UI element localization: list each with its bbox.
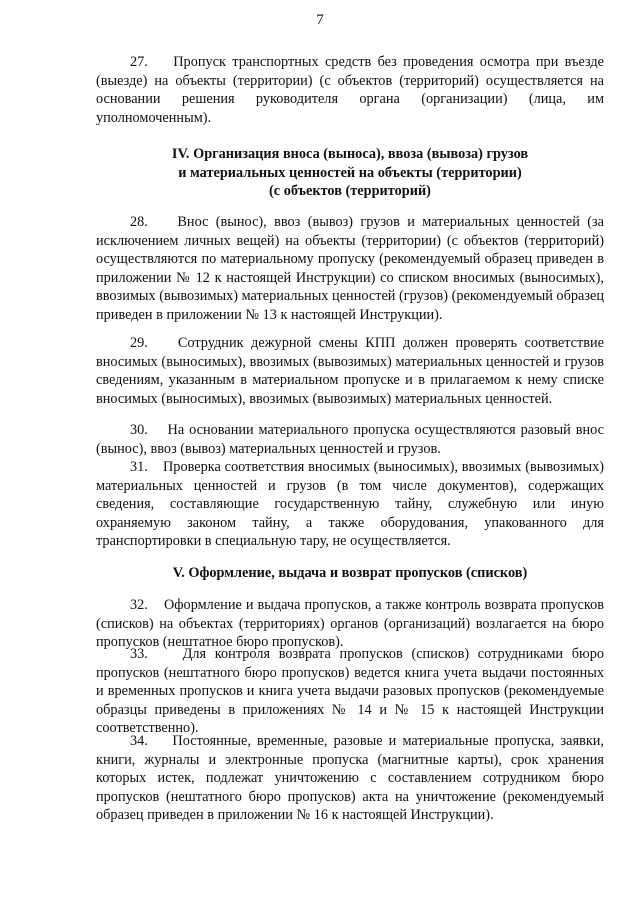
section-heading-iv-line-3: (с объектов (территорий) (269, 183, 431, 200)
paragraph-31: 31. Проверка соответствия вносимых (выносимых), ввозимых (вывозимых) материальных ценностей и грузов (в том числе документов), содержащих сведения, составляющие государственную тайну, служебную или иную охраняемую законом тайну, а также оборудования, упакованного для транспортировки в специальную тару, не осуществляется. (96, 459, 604, 550)
section-heading-iv (96, 145, 604, 201)
paragraph-30: 30. На основании материального пропуска осуществляются разовый внос (вынос), ввоз (вывоз) материальных ценностей и грузов. (96, 422, 604, 457)
section-heading-v: V. Оформление, выдача и возврат пропусков (списков) (172, 565, 528, 581)
paragraph-33: 33. Для контроля возврата пропусков (списков) сотрудниками бюро пропусков (нештатного бюро пропусков) ведется книга учета выдачи постоянных и временных пропусков и книга учета выдачи разовых пропусков (рекомендуемые образцы приведены в приложениях № 14 и № 15 к настоящей Инструкции соответственно). (96, 646, 604, 737)
paragraph-32: 32. Оформление и выдача пропусков, а также контроль возврата пропусков (списков) на объектах (территориях) органов (организаций) возлагается на бюро пропусков (нештатное бюро пропусков). (96, 597, 604, 651)
paragraph-28: 28. Внос (вынос), ввоз (вывоз) грузов и материальных ценностей (за исключением личных вещей) на объекты (территории) (с объектов (территорий) осуществляются по материальному пропуску (рекомендуемый образец приведен в приложении № 12 к настоящей Инструкции) со списком вносимых (выносимых), ввозимых (вывозимых) материальных ценностей (грузов) (рекомендуемый образец приведен в приложении № 13 к настоящей Инструкции). (96, 214, 604, 323)
section-heading-iv-line-1: IV. Организация вноса (выноса), ввоза (вывоза) грузов (171, 146, 529, 162)
paragraph-34: 34. Постоянные, временные, разовые и материальные пропуска, заявки, книги, журналы и электронные пропуска (магнитные карты), срок хранения которых истек, подлежат уничтожению с составлением сотрудником бюро пропусков (нештатного бюро пропусков) акта на уничтожение (рекомендуемый образец приведен в приложении № 16 к настоящей Инструкции). (96, 733, 604, 824)
section-heading-iv-line-2: и материальных ценностей на объекты (территории) (178, 164, 522, 181)
paragraph-27: 27. Пропуск транспортных средств без проведения осмотра при въезде (выезде) на объекты (территории) (с объектов (территорий) осуществляется на основании решения руководителя органа (организации) (лица, им уполномоченным). (96, 54, 604, 126)
paragraph-29: 29. Сотрудник дежурной смены КПП должен проверять соответствие вносимых (выносимых), ввозимых (вывозимых) материальных ценностей и грузов сведениям, указанным в материальном пропуске и в прилагаемом к нему списке вносимых (выносимых), ввозимых (вывозимых) материальных ценностей. (96, 335, 604, 407)
page-number: 7 (316, 12, 324, 28)
